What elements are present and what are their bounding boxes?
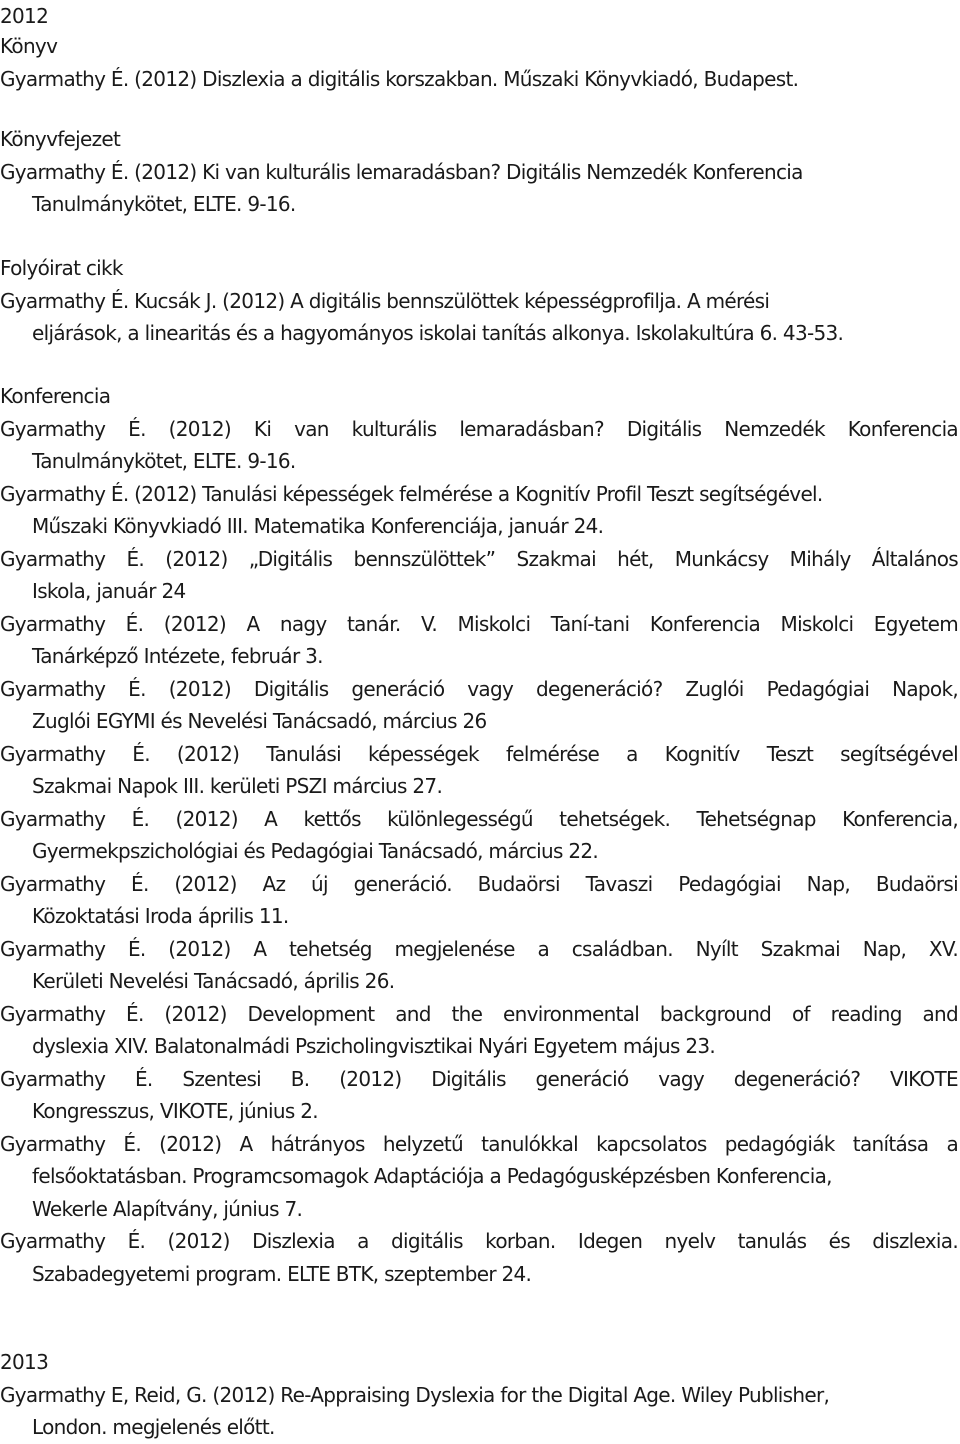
reference-line: Gyarmathy É. (2012) A tehetség megjelenése a családban. Nyílt Szakmai Nap, XV. bbox=[0, 936, 958, 961]
reference-line: Gyarmathy É. (2012) Diszlexia a digitális korszakban. Műszaki Könyvkiadó, Budapest. bbox=[0, 66, 799, 91]
reference-line: Gyarmathy É. (2012) A hátrányos helyzetű tanulókkal kapcsolatos pedagógiák tanítása a bbox=[0, 1131, 958, 1156]
conference-reference bbox=[0, 933, 958, 998]
reference-line: Kongresszus, VIKOTE, június 2. bbox=[32, 1099, 318, 1123]
reference-line: Gyarmathy É. (2012) Az új generáció. Budaörsi Tavaszi Pedagógiai Nap, Budaörsi bbox=[0, 871, 958, 896]
reference-line: Zuglói EGYMI és Nevelési Tanácsadó, március 26 bbox=[32, 709, 487, 733]
reference-line: Szabadegyetemi program. ELTE BTK, szeptember 24. bbox=[32, 1261, 532, 1286]
year-heading-2012 bbox=[0, 0, 958, 33]
reference-line: Tanulmánykötet, ELTE. 9-16. bbox=[32, 449, 296, 473]
year-section-2013 bbox=[0, 1346, 958, 1444]
section-heading-conference: Konferencia bbox=[0, 384, 111, 408]
conference-reference bbox=[0, 1128, 958, 1226]
reference-line: Tanárképző Intézete, február 3. bbox=[32, 644, 323, 668]
section-heading-journal: Folyóirat cikk bbox=[0, 256, 123, 280]
reference-line: Gyarmathy É. (2012) Development and the environmental background of reading and bbox=[0, 1001, 958, 1026]
reference-line: Gyarmathy É. (2012) Tanulási képességek felmérése a Kognitív Profil Teszt segítségével. bbox=[0, 481, 823, 506]
section-chapter bbox=[0, 123, 958, 221]
reference-line: Gyarmathy É. (2012) A kettős különlegességű tehetségek. Tehetségnap Konferencia, bbox=[0, 806, 958, 831]
reference-line: eljárások, a linearitás és a hagyományos iskolai tanítás alkonya. Iskolakultúra 6. 43-53. bbox=[32, 321, 844, 345]
reference-line: Gyarmathy É. (2012) A nagy tanár. V. Miskolci Taní-tani Konferencia Miskolci Egyetem bbox=[0, 611, 958, 636]
reference-line: London. megjelenés előtt. bbox=[32, 1415, 275, 1439]
reference-line: Tanulmánykötet, ELTE. 9-16. bbox=[32, 192, 296, 216]
conference-reference bbox=[0, 413, 958, 478]
reference-line: Gyarmathy É. (2012) Ki van kulturális lemaradásban? Digitális Nemzedék Konferencia bbox=[0, 159, 803, 184]
conference-reference bbox=[0, 1063, 958, 1128]
reference-line: Gyarmathy É. Szentesi B. (2012) Digitális generáció vagy degeneráció? VIKOTE bbox=[0, 1066, 958, 1091]
conference-reference bbox=[0, 543, 958, 608]
reference-line: Gyarmathy É. (2012) Tanulási képességek felmérése a Kognitív Teszt segítségével bbox=[0, 741, 958, 766]
reference-line: Közoktatási Iroda április 11. bbox=[32, 904, 289, 928]
conference-reference bbox=[0, 738, 958, 803]
reference-line: Gyarmathy É. (2012) „Digitális bennszülöttek” Szakmai hét, Munkácsy Mihály Általános bbox=[0, 546, 958, 571]
section-book bbox=[0, 30, 958, 95]
section-conference bbox=[0, 380, 958, 1290]
year-label: 2012 bbox=[0, 4, 49, 28]
section-heading-chapter: Könyvfejezet bbox=[0, 127, 121, 151]
reference-line: Iskola, január 24 bbox=[32, 579, 186, 603]
reference-line: Kerületi Nevelési Tanácsadó, április 26. bbox=[32, 969, 395, 993]
conference-reference bbox=[0, 868, 958, 933]
conference-reference bbox=[0, 673, 958, 738]
reference-line: Szakmai Napok III. kerületi PSZI március 27. bbox=[32, 774, 443, 798]
conference-reference bbox=[0, 803, 958, 868]
section-heading-book: Könyv bbox=[0, 34, 58, 58]
conference-reference bbox=[0, 998, 958, 1063]
conference-reference bbox=[0, 608, 958, 673]
conference-reference bbox=[0, 1225, 958, 1290]
reference-line: Gyarmathy É. (2012) Diszlexia a digitális korban. Idegen nyelv tanulás és diszlexia. bbox=[0, 1229, 958, 1253]
reference-line: Gyarmathy E, Reid, G. (2012) Re-Appraising Dyslexia for the Digital Age. Wiley Publisher, bbox=[0, 1382, 830, 1407]
reference-line: felsőoktatásban. Programcsomagok Adaptációja a Pedagógusképzésben Konferencia, bbox=[32, 1164, 832, 1188]
reference-line: Műszaki Könyvkiadó III. Matematika Konferenciája, január 24. bbox=[32, 514, 604, 538]
reference-line: Wekerle Alapítvány, június 7. bbox=[32, 1196, 303, 1221]
reference-line: Gyarmathy É. Kucsák J. (2012) A digitális bennszülöttek képességprofilja. A mérési bbox=[0, 288, 770, 313]
conference-reference bbox=[0, 478, 958, 543]
reference-line: Gyarmathy É. (2012) Ki van kulturális lemaradásban? Digitális Nemzedék Konferencia bbox=[0, 416, 958, 441]
reference-line: dyslexia XIV. Balatonalmádi Pszicholingvisztikai Nyári Egyetem május 23. bbox=[32, 1034, 716, 1058]
year-label: 2013 bbox=[0, 1350, 49, 1374]
reference-line: Gyermekpszichológiai és Pedagógiai Tanácsadó, március 22. bbox=[32, 839, 599, 863]
reference-line: Gyarmathy É. (2012) Digitális generáció vagy degeneráció? Zuglói Pedagógiai Napok, bbox=[0, 676, 958, 701]
section-journal bbox=[0, 252, 958, 350]
